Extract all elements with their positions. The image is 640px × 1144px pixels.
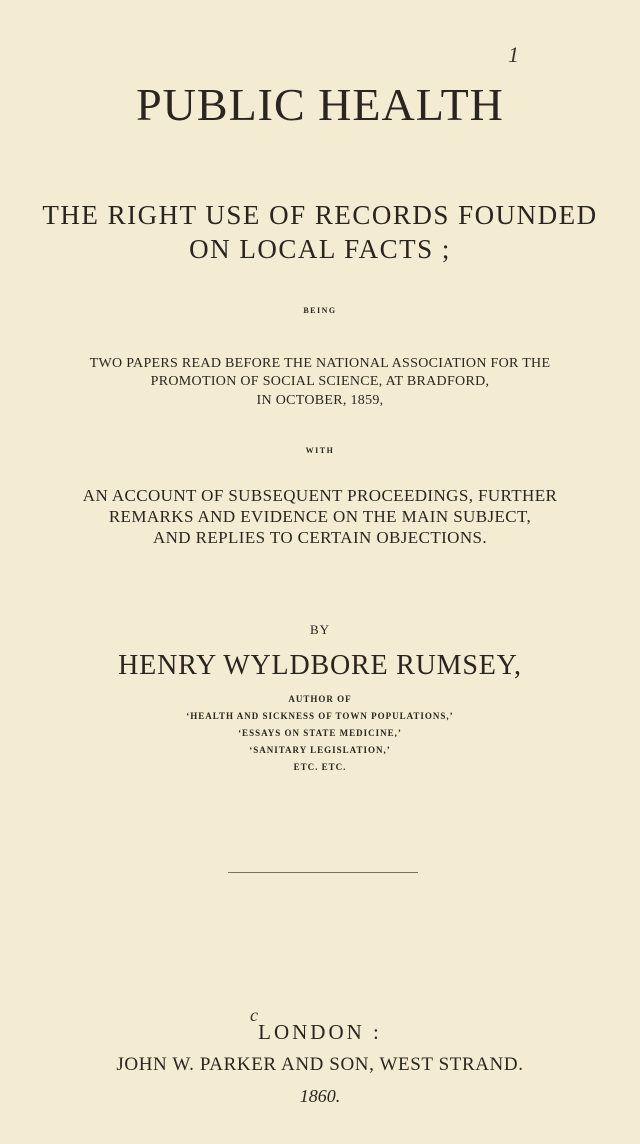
account-line-2: REMARKS AND EVIDENCE ON THE MAIN SUBJECT, [108,507,532,526]
small-mark: c [250,1005,258,1025]
work-etc: ETC. ETC. [293,762,347,772]
work-title-3: ‘SANITARY LEGISLATION,’ [249,745,391,755]
author-of-label: AUTHOR OF [288,694,352,704]
subtitle-line-1: THE RIGHT USE OF RECORDS FOUNDED [42,200,598,230]
corner-mark: 1 [508,42,519,67]
papers-line-3: IN OCTOBER, 1859, [256,393,384,408]
being-label: BEING [303,306,337,315]
account-line-1: AN ACCOUNT OF SUBSEQUENT PROCEEDINGS, FURTHER [82,486,558,505]
papers-line-2: PROMOTION OF SOCIAL SCIENCE, AT BRADFORD, [150,374,490,389]
work-title-1: ‘HEALTH AND SICKNESS OF TOWN POPULATIONS,’ [186,711,454,721]
imprint-publisher: JOHN W. PARKER AND SON, WEST STRAND. [116,1054,524,1075]
with-label: WITH [305,446,335,455]
main-title: PUBLIC HEALTH [136,79,504,130]
imprint-city: LONDON : [258,1020,382,1044]
papers-line-1: TWO PAPERS READ BEFORE THE NATIONAL ASSOCIATION FOR THE [89,356,551,371]
subtitle-line-2: ON LOCAL FACTS ; [189,234,451,264]
by-label: BY [309,622,331,637]
work-title-2: ‘ESSAYS ON STATE MEDICINE,’ [238,728,402,738]
author-name: HENRY WYLDBORE RUMSEY, [118,650,522,681]
divider-rule [228,872,418,873]
account-line-3: AND REPLIES TO CERTAIN OBJECTIONS. [152,528,488,547]
imprint-year: 1860. [299,1086,341,1106]
